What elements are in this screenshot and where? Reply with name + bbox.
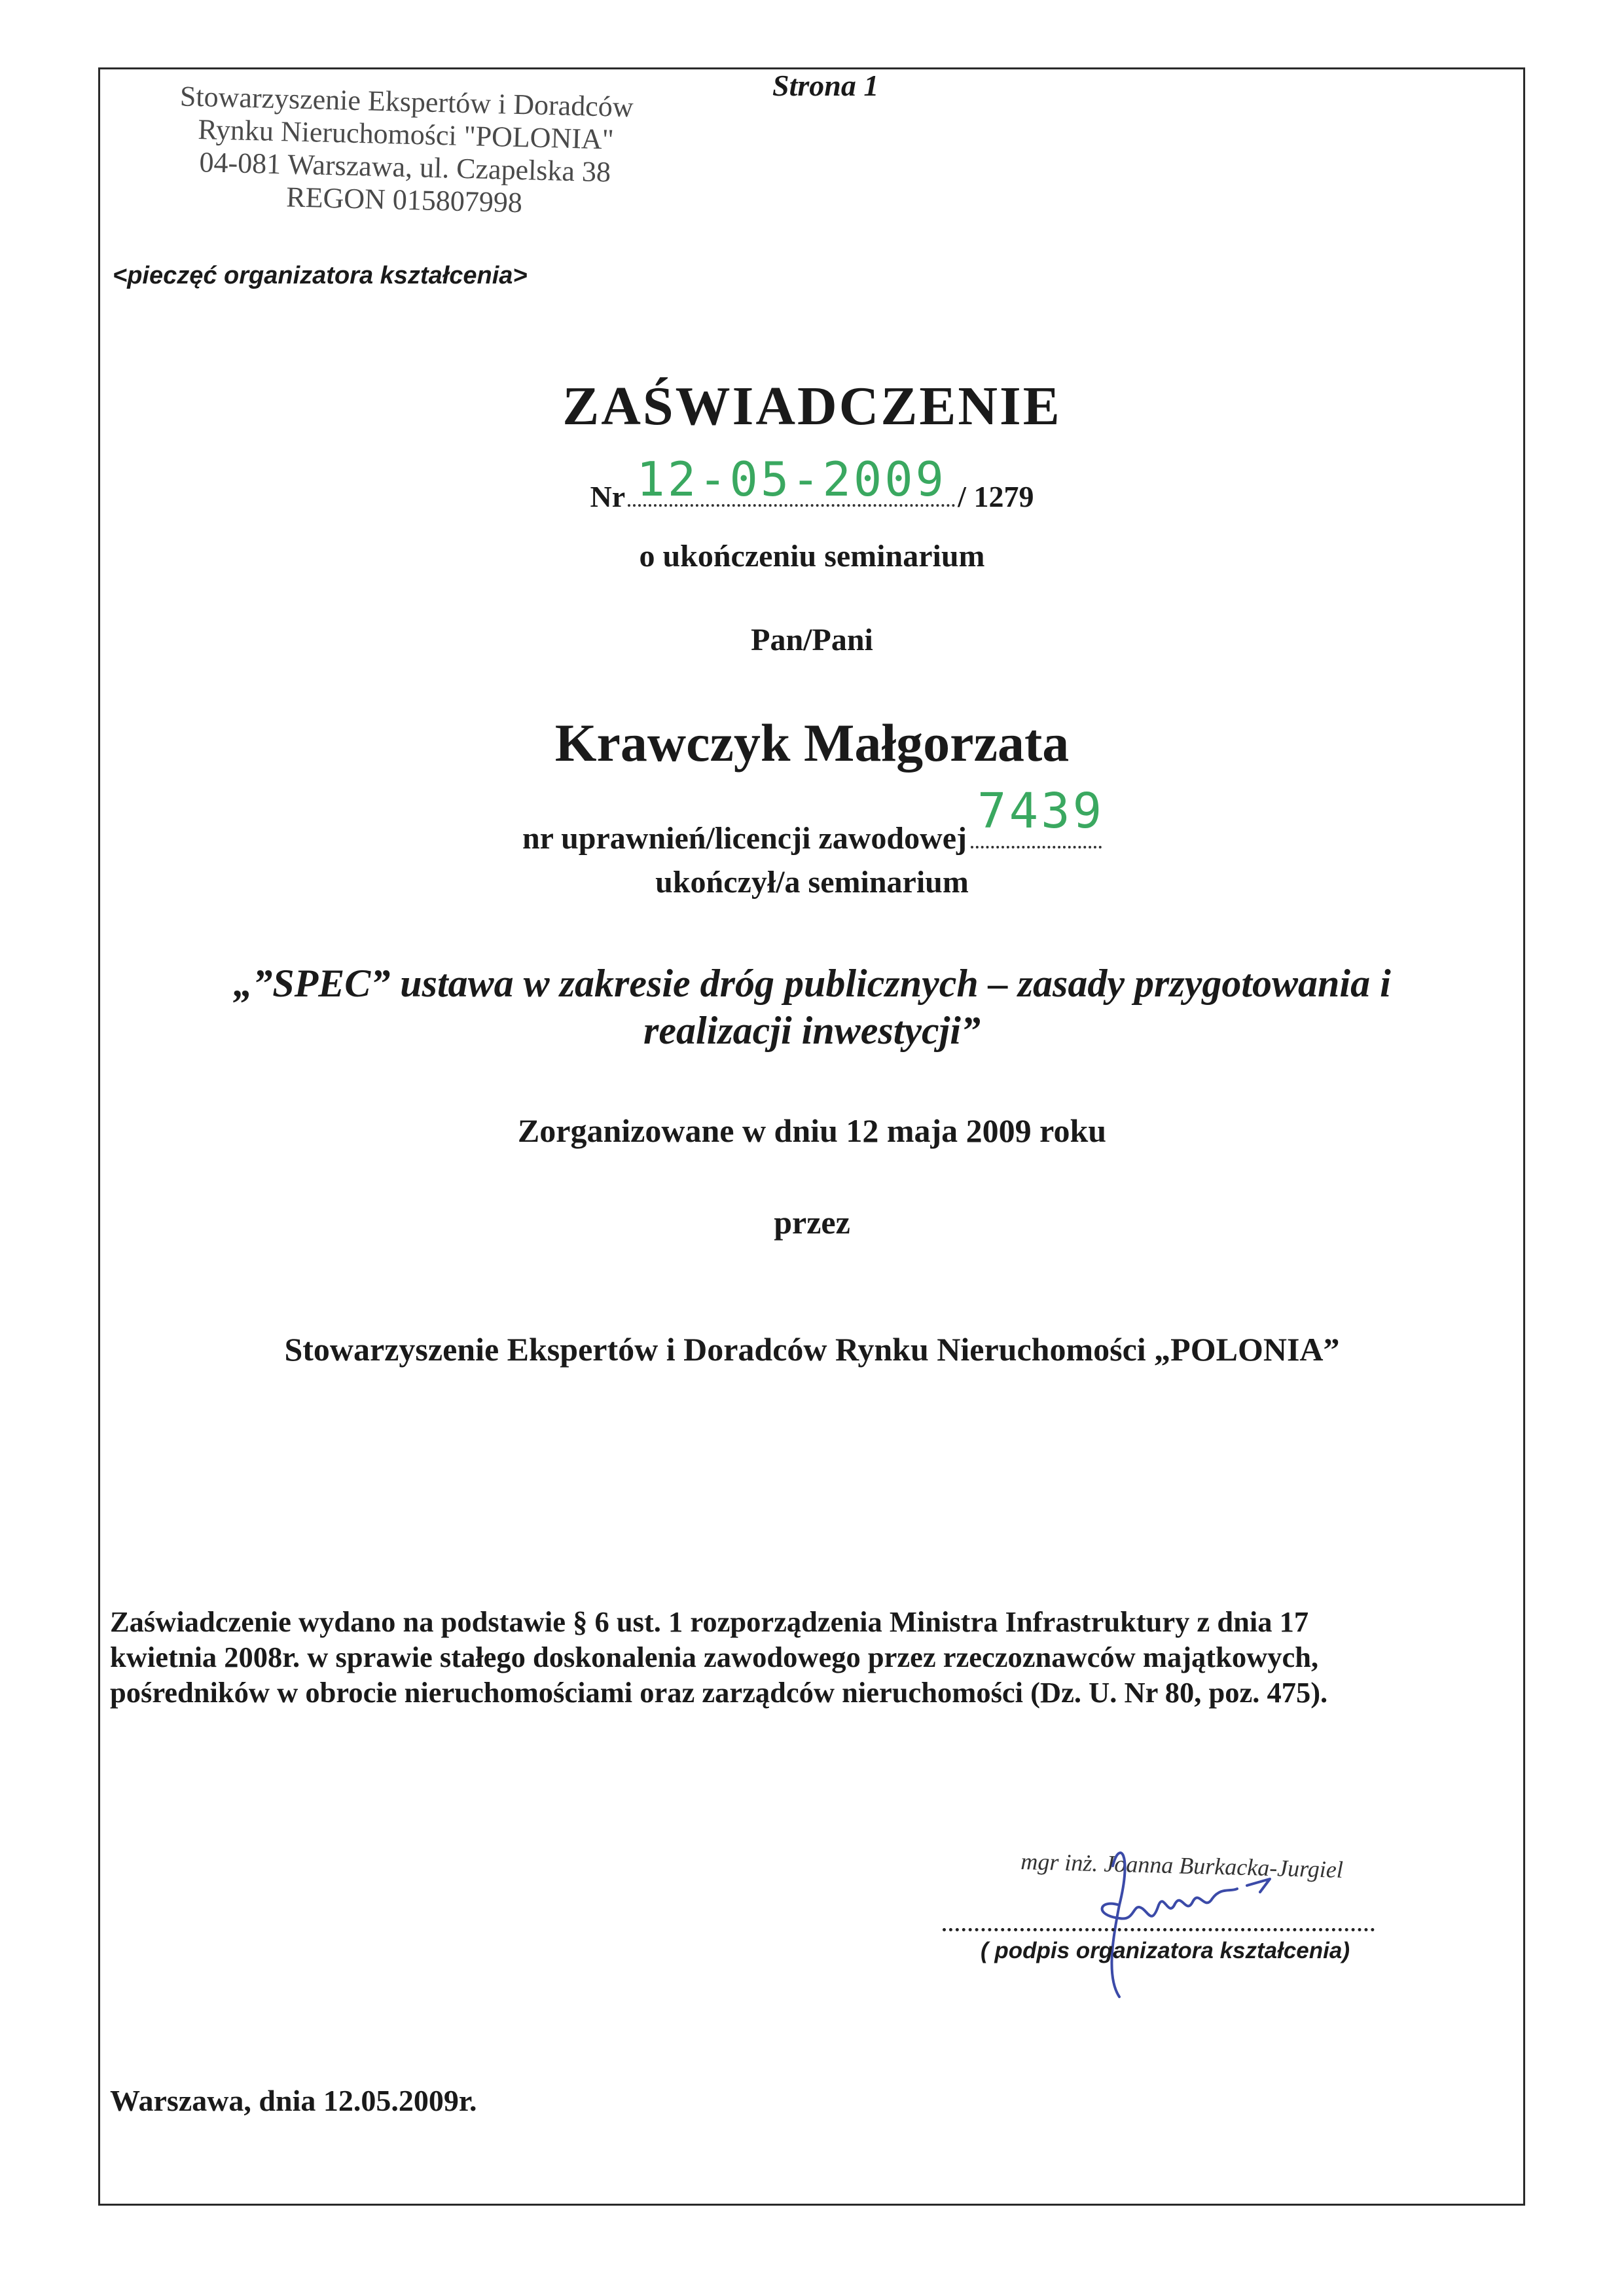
- number-suffix: / 1279: [958, 480, 1034, 513]
- course-title-line: realizacji inwestycji”: [643, 1009, 981, 1052]
- salutation: Pan/Pani: [751, 623, 873, 657]
- page-number: Strona 1: [772, 69, 879, 102]
- course-title: [0, 960, 1624, 1054]
- course-title-line: „”SPEC” ustawa w zakresie dróg publicznych – zasady przygotowania i: [233, 962, 1391, 1005]
- number-dotted-field: [628, 452, 955, 507]
- organizer-name: Stowarzyszenie Ekspertów i Doradców Rynku Nieruchomości „POLONIA”: [284, 1331, 1340, 1368]
- handwritten-license-number: 7439: [977, 783, 1105, 839]
- certificate-number-line: [0, 452, 1624, 514]
- license-line: [0, 783, 1624, 856]
- place-and-date: Warszawa, dnia 12.05.2009r.: [110, 2084, 477, 2117]
- legal-basis-line: Zaświadczenie wydano na podstawie § 6 ust. 1 rozporządzenia Ministra Infrastruktury z dnia 17: [110, 1605, 1309, 1638]
- license-dotted-field: [971, 783, 1105, 848]
- signature-caption: ( podpis organizatora kształcenia): [981, 1938, 1350, 1963]
- signature-dotted-line: [943, 1928, 1375, 1931]
- document-title: ZAŚWIADCZENIE: [562, 376, 1062, 437]
- legal-basis-line: kwietnia 2008r. w sprawie stałego doskonalenia zawodowego przez rzeczoznawców majątkowych,: [110, 1641, 1319, 1673]
- stamp-line: Stowarzyszenie Ekspertów i Doradców: [179, 80, 634, 124]
- organizer-stamp: [168, 80, 643, 223]
- handwritten-signature: [1021, 1827, 1335, 2003]
- license-label: nr uprawnień/licencji zawodowej: [522, 821, 967, 856]
- legal-basis-paragraph: [110, 1604, 1517, 1710]
- legal-basis-line: pośredników w obrocie nieruchomościami oraz zarządców nieruchomości (Dz. U. Nr 80, poz. 475).: [110, 1676, 1328, 1709]
- stamp-line: 04-081 Warszawa, ul. Czapelska 38: [199, 146, 611, 189]
- number-prefix: Nr: [590, 480, 626, 513]
- stamp-line: REGON 015807998: [285, 181, 523, 219]
- document-subtitle: o ukończeniu seminarium: [639, 539, 985, 574]
- person-name: Krawczyk Małgorzata: [554, 713, 1070, 773]
- stamp-caption: <pieczęć organizatora kształcenia>: [113, 262, 528, 289]
- signer-name-stamp: mgr inż. Joanna Burkacka-Jurgiel: [1020, 1848, 1344, 1883]
- by-word: przez: [774, 1204, 850, 1241]
- handwritten-number: 12-05-2009: [636, 452, 947, 507]
- stamp-line: Rynku Nieruchomości "POLONIA": [197, 113, 615, 156]
- completed-text: ukończył/a seminarium: [655, 865, 969, 900]
- organized-date-line: Zorganizowane w dniu 12 maja 2009 roku: [517, 1112, 1107, 1149]
